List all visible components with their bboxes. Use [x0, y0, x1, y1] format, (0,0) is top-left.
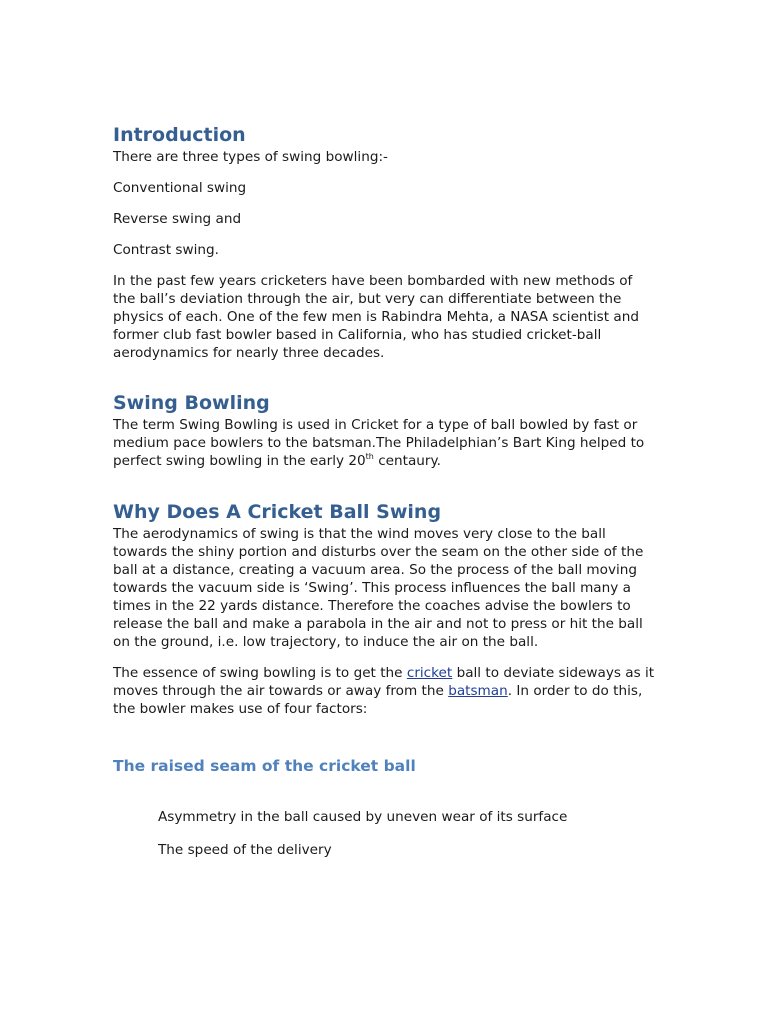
subheading-raised-seam: The raised seam of the cricket ball	[113, 757, 416, 775]
cricket-link[interactable]: cricket	[406, 665, 453, 681]
factor-speed: The speed of the delivery	[158, 842, 332, 858]
why-swing-paragraph: The aerodynamics of swing is that the wind moves very close to the ball towards the shiny portion and disturbs over the seam on the other side of the ball at a distance, creating a vacuum area. So the process of the ball moving towards the vacuum side is ‘Swing’. This process influences the ball many a times in the 22 yards distance. Therefore the coaches advise the bowlers to release the ball and make a parabola in the air and not to press or hit the ball on the ground, i.e. low trajectory, to induce the air on the ball.	[113, 526, 644, 650]
batsman-link[interactable]: batsman	[448, 683, 508, 699]
heading-introduction: Introduction	[113, 124, 246, 146]
intro-paragraph: In the past few years cricketers have been bombarded with new methods of the ball’s deviation through the air, but very can differentiate between the physics of each. One of the few men is Rabindra Mehta, a NASA scientist and former club fast bowler based in California, who has studied cricket-ball aerodynamics for nearly three decades.	[113, 273, 639, 361]
heading-why-swing: Why Does A Cricket Ball Swing	[113, 501, 442, 523]
swing-bowling-paragraph	[113, 416, 658, 470]
swing-type-conventional: Conventional swing	[113, 180, 247, 196]
document-body	[113, 122, 658, 859]
factor-asymmetry: Asymmetry in the ball caused by uneven wear of its surface	[158, 809, 568, 825]
intro-lead: There are three types of swing bowling:-	[113, 149, 388, 165]
essence-text-2: ball to deviate sideways as it moves through the air towards or away from the	[113, 665, 655, 699]
essence-text-3: . In order to do this, the bowler makes use of four factors:	[113, 683, 643, 717]
essence-text-1: The essence of swing bowling is to get the	[113, 665, 407, 681]
superscript-th: th	[365, 452, 374, 461]
essence-paragraph	[113, 664, 658, 718]
swing-bowling-text: The term Swing Bowling is used in Cricket for a type of ball bowled by fast or medium pace bowlers to the batsman.The Philadelphian’s Bart King helped to perfect swing bowling in the early 20	[113, 417, 645, 469]
swing-type-contrast: Contrast swing.	[113, 242, 219, 258]
swing-type-reverse: Reverse swing and	[113, 211, 242, 227]
swing-bowling-text-end: centaury.	[373, 453, 441, 469]
heading-swing-bowling: Swing Bowling	[113, 392, 270, 414]
